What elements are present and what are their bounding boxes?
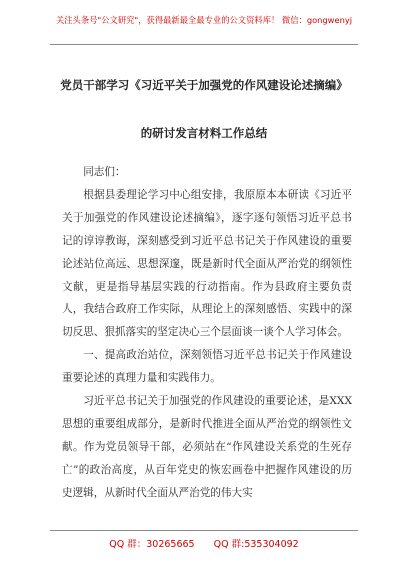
document-title-line-1: 党员干部学习《习近平关于加强党的作风建设论述摘编》 xyxy=(60,78,348,92)
body-paragraph: 根据县委理论学习中心组安排，我原原本本研读《习近平关于加强党的作风建设论述摘编》，逐字逐句领悟习近平总书记的谆谆教诲，深刻感受到习近平总书记关于作风建设的重要论述站位高远、思想深邃，既是新时代全面从严治党的纲领性文献，更是指导基层实践的行动指南。作为县政府主要负责人，我结合政府工作实际，从理论上的深刻感悟、实践中的深切反思、狠抓落实的坚定决心三个层面谈一谈个人学习体会。 xyxy=(62,188,352,339)
header-divider xyxy=(50,44,358,45)
header-banner: 关注头条号"公文研究"，获得最新最全最专业的公文资料库！ 微信：gongwenyj xyxy=(55,15,353,25)
salutation: 同志们： xyxy=(83,166,126,178)
footer-qq-group-2: QQ 群:535304092 xyxy=(213,539,299,550)
section-heading: 一、提高政治站位，深刻领悟习近平总书记关于作风建设重要论述的真理力量和实践伟力。 xyxy=(62,349,352,385)
footer-qq-group-1: QQ 群：30265665 xyxy=(109,539,195,550)
document-title-line-2: 的研讨发言材料工作总结 xyxy=(140,126,268,140)
body-paragraph: 习近平总书记关于加强党的作风建设的重要论述，是XXX思想的重要组成部分，是新时代推进全面从严治党的纲领性文献。作为党员领导干部，必须站在“作风建设关系党的生死存亡”的政治高度，从百年党史的恢宏画卷中把握作风建设的历史逻辑，从新时代全面从严治党的伟大实 xyxy=(62,395,352,499)
footer xyxy=(0,536,408,550)
footer-divider xyxy=(50,530,358,531)
document-body xyxy=(62,161,352,505)
